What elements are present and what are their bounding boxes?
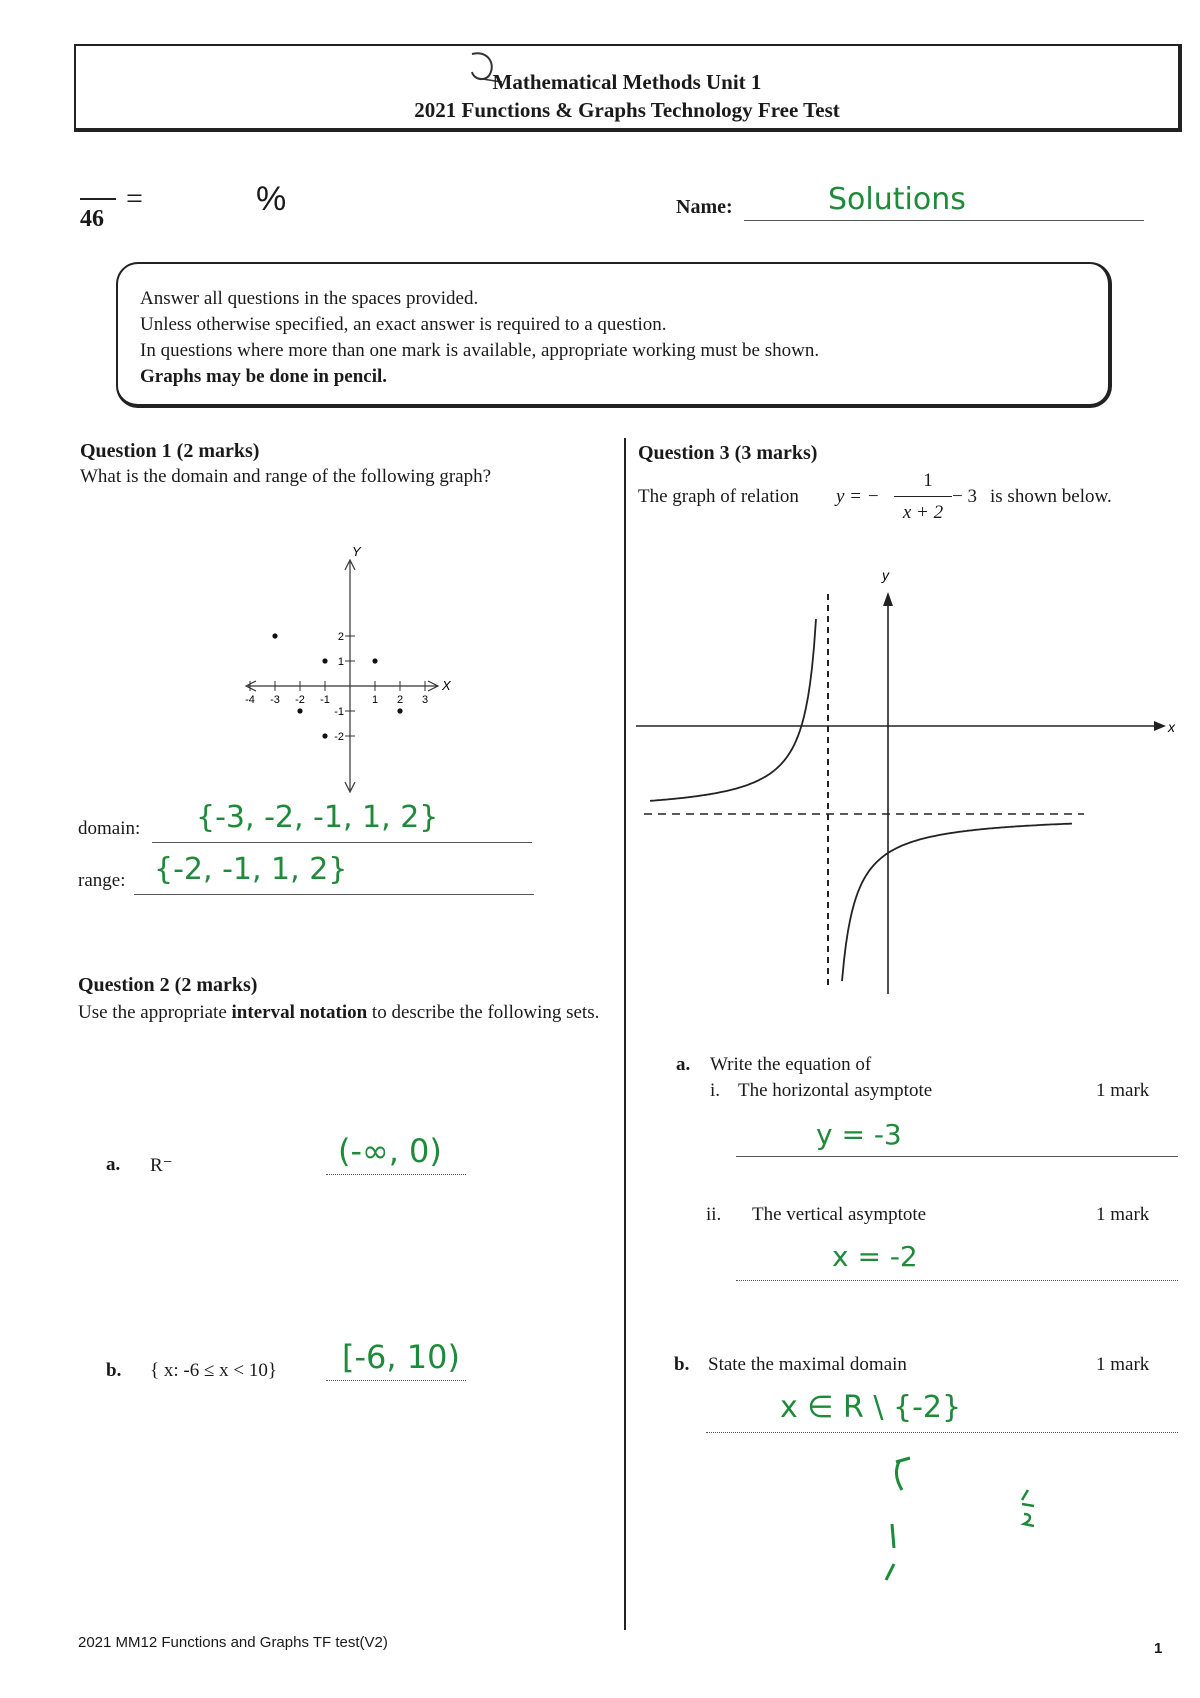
q3-eq-y: y = − — [836, 486, 880, 507]
q3aii-prompt: The vertical asymptote — [752, 1204, 927, 1225]
q2-prompt — [78, 1000, 608, 1026]
q1-x-axis-label: X — [442, 678, 451, 693]
q2b-answer-line — [326, 1340, 466, 1381]
name-label: Name: — [676, 196, 733, 218]
q3-title: Question 3 (3 marks) — [638, 442, 818, 464]
q1-range-answer: {-2, -1, 1, 2} — [154, 852, 348, 887]
q3aii-answer-line — [736, 1240, 1178, 1281]
score-fraction-bar — [80, 198, 116, 200]
q1-domain-answer: {-3, -2, -1, 1, 2} — [196, 800, 439, 835]
q1-x-tick-label: 1 — [371, 694, 379, 706]
q3-x-arrow — [1154, 721, 1166, 731]
q1-x-tick-label: 2 — [396, 694, 404, 706]
q3ai-answer: y = -3 — [816, 1118, 902, 1151]
q3ai-answer-line — [736, 1120, 1178, 1157]
q3-prompt-pre: The graph of relation — [638, 486, 799, 507]
instruction-1: Answer all questions in the spaces provided. — [140, 288, 479, 309]
q3aii-answer: x = -2 — [832, 1240, 918, 1273]
q1-domain-label: domain: — [78, 818, 141, 839]
q1-x-tick-label: -1 — [320, 694, 330, 706]
q1-domain-line — [152, 800, 532, 843]
column-divider — [624, 438, 626, 1630]
name-field — [744, 182, 1144, 221]
q3-prompt-post: is shown below. — [990, 486, 1112, 507]
q2a-answer: (-∞, 0) — [338, 1132, 442, 1170]
instructions-box — [116, 262, 1112, 408]
q2-prompt-bold: interval notation — [231, 1002, 368, 1023]
page-number: 1 — [1154, 1640, 1163, 1657]
q1-data-point — [272, 633, 277, 638]
q2b-set: { x: -6 ≤ x < 10} — [150, 1360, 277, 1381]
q1-y-tick-label: 2 — [337, 631, 344, 643]
q3-x-axis-label: x — [1168, 719, 1175, 735]
q2-title: Question 2 (2 marks) — [78, 974, 258, 996]
score-total: 46 — [80, 206, 104, 232]
header-box — [74, 44, 1182, 132]
q1-graph — [230, 540, 460, 800]
instruction-2: Unless otherwise specified, an exact answer is required to a question. — [140, 314, 667, 335]
footer-text: 2021 MM12 Functions and Graphs TF test(V2) — [78, 1634, 388, 1651]
q3ai-label: i. — [710, 1080, 721, 1101]
q3-eq-post: − 3 — [952, 486, 977, 507]
q1-x-tick-label: -2 — [295, 694, 305, 706]
q1-prompt: What is the domain and range of the following graph? — [80, 466, 492, 487]
q3-graph — [636, 567, 1176, 1004]
q1-x-tick-label: -4 — [245, 694, 255, 706]
q3-eq-bar — [894, 496, 952, 497]
q1-range-line — [134, 852, 534, 895]
q3-curve-right — [842, 824, 1072, 982]
q2-prompt-pre: Use the appropriate — [78, 1002, 232, 1023]
q3a-label: a. — [676, 1054, 691, 1075]
q3aii-label: ii. — [706, 1204, 722, 1225]
q3ai-prompt: The horizontal asymptote — [738, 1080, 933, 1101]
score-equals: = — [126, 182, 143, 215]
q1-data-point — [297, 708, 302, 713]
instruction-4: Graphs may be done in pencil. — [140, 366, 388, 387]
q3b-prompt: State the maximal domain — [708, 1354, 907, 1375]
q3ai-marks: 1 mark — [1096, 1080, 1150, 1101]
q1-y-axis-label: Y — [352, 544, 361, 559]
q3-eq-den: x + 2 — [902, 502, 944, 523]
q1-data-point — [322, 733, 327, 738]
q1-y-tick-label: 1 — [337, 656, 344, 668]
q1-y-tick-label: -2 — [334, 731, 344, 743]
q2-prompt-post: to describe the following sets. — [367, 1002, 600, 1023]
instruction-3: In questions where more than one mark is available, appropriate working must be shown. — [140, 340, 820, 361]
q3-eq-num: 1 — [923, 470, 933, 491]
q1-x-tick-label: 3 — [421, 694, 429, 706]
q3b-label: b. — [674, 1354, 690, 1375]
q2a-set: R⁻ — [150, 1155, 173, 1176]
q3a-prompt: Write the equation of — [710, 1054, 872, 1075]
q3aii-marks: 1 mark — [1096, 1204, 1150, 1225]
name-value: Solutions — [828, 182, 966, 217]
marking-ticks-icon — [876, 1440, 1076, 1600]
q1-x-tick-label: -3 — [270, 694, 280, 706]
q2a-answer-line — [326, 1134, 466, 1175]
q1-range-label: range: — [78, 870, 126, 891]
q3-y-axis-label: y — [882, 567, 889, 583]
q2b-label: b. — [106, 1360, 122, 1381]
q3-y-arrow — [883, 592, 893, 606]
q1-data-point — [372, 658, 377, 663]
q1-data-point — [322, 658, 327, 663]
score-percent: % — [256, 180, 287, 218]
q3b-marks: 1 mark — [1096, 1354, 1150, 1375]
q3b-answer: x ∈ R \ {-2} — [780, 1390, 962, 1425]
q2b-answer: [-6, 10) — [342, 1338, 460, 1376]
q1-y-tick-label: -1 — [334, 706, 344, 718]
q3b-answer-line — [706, 1392, 1178, 1433]
q2a-label: a. — [106, 1154, 121, 1175]
q1-title: Question 1 (2 marks) — [80, 440, 260, 462]
header-line-2: 2021 Functions & Graphs Technology Free Test — [414, 98, 840, 122]
header-line-1: Mathematical Methods Unit 1 — [492, 70, 762, 94]
q3-curve-left — [650, 619, 816, 801]
q1-data-point — [397, 708, 402, 713]
